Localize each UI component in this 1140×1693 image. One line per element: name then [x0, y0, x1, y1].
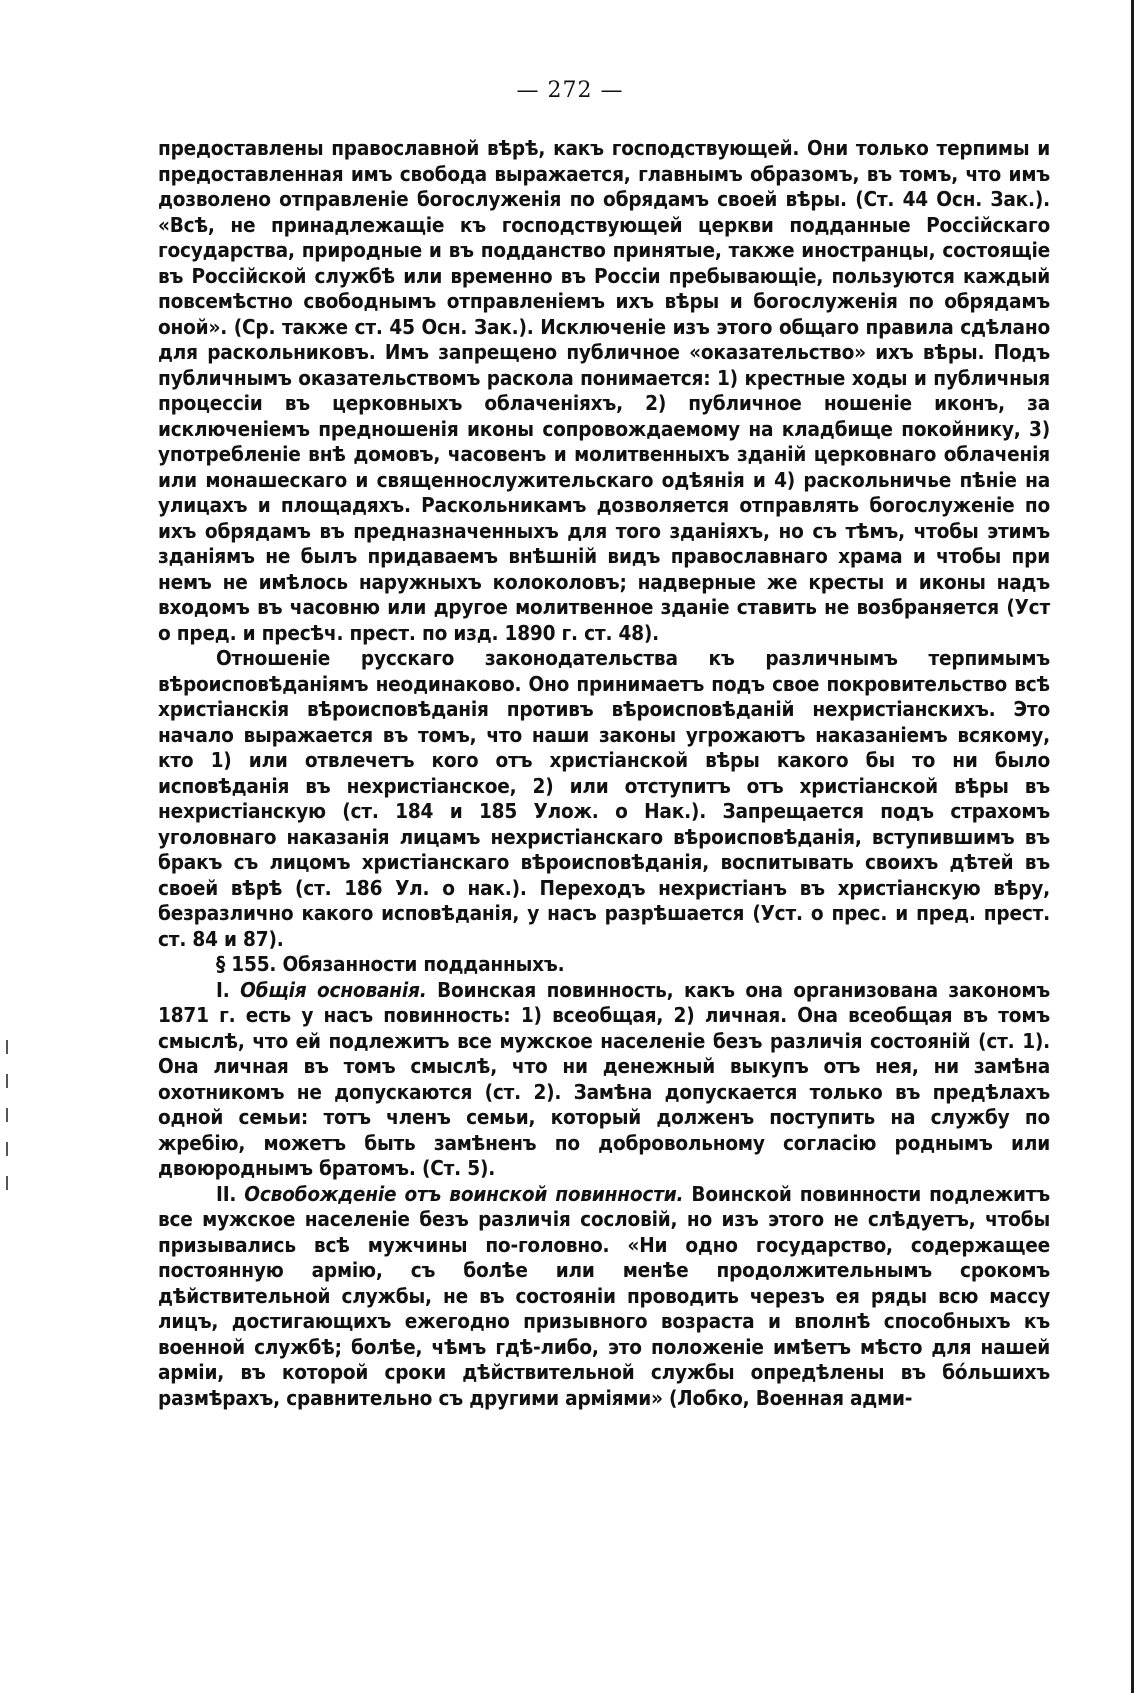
paragraph-3-title: Общія основанія.: [240, 977, 427, 1002]
paragraph-3-text: Воинская повинность, какъ она организована закономъ 1871 г. есть у насъ повинность: 1) всеобщая, 2) личная. Она всеобщая въ томъ смыслѣ, что ей подлежитъ все мужское населеніе безъ различія состояній (ст. 1). Она личная въ томъ смыслѣ, что ни денежный выкупъ отъ нея, ни замѣна охотникомъ не допускаются (ст. 2). Замѣна допускается только въ предѣлахъ одной семьи: тотъ членъ семьи, который долженъ поступить на службу по жребію, можетъ быть замѣненъ по добровольному согласію роднымъ или двоюроднымъ братомъ. (Ст. 5).: [158, 977, 1051, 1180]
section-heading: [158, 952, 1050, 978]
paragraph-1: предоставлены православной вѣрѣ, какъ господствующей. Они только терпимы и предоставленная имъ свобода выражается, главнымъ образомъ, въ томъ, что имъ дозволено отправленіе богослуженія по обрядамъ своей вѣры. (Ст. 44 Осн. Зак.). «Всѣ, не принадлежащіе къ господствующей церкви подданные Россійскаго государства, природные и въ подданство принятые, также иностранцы, состоящіе въ Россійской службѣ или временно въ Россіи пребывающіе, пользуются каждый повсемѣстно свободнымъ отправленіемъ ихъ вѣры и богослуженія по обрядамъ оной». (Ср. также ст. 45 Осн. Зак.). Исключеніе изъ этого общаго правила сдѣлано для раскольниковъ. Имъ запрещено публичное «оказательство» ихъ вѣры. Подъ публичнымъ оказательствомъ раскола понимается: 1) крестные ходы и публичныя процессіи въ церковныхъ облаченіяхъ, 2) публичное ношеніе иконъ, за исключеніемъ предношенія иконы сопровождаемому на кладбище покойнику, 3) употребленіе внѣ домовъ, часовенъ и молитвенныхъ зданій церковнаго облаченія или монашескаго и священнослужительскаго одѣянія и 4) раскольничье пѣніе на улицахъ и площадяхъ. Раскольникамъ дозволяется отправлять богослуженіе по ихъ обрядамъ въ предназначенныхъ для того зданіяхъ, но съ тѣмъ, чтобы этимъ зданіямъ не былъ придаваемъ внѣшній видъ православнаго храма и чтобы при немъ не имѣлось наружныхъ колоколовъ; надверные же кресты и иконы надъ входомъ въ часовню или другое молитвенное зданіе ставить не возбраняется (Уст о пред. и пресѣч. прест. по изд. 1890 г. ст. 48).: [158, 136, 1050, 645]
section-number: § 155.: [216, 952, 277, 976]
paragraph-4-number: II.: [216, 1181, 237, 1206]
page-number: — 272 —: [516, 78, 624, 103]
page-edge-line: [1131, 0, 1134, 1693]
paragraph-4: [158, 1182, 1050, 1412]
scan-margin-marks: [6, 1040, 8, 1220]
paragraph-2: Отношеніе русскаго законодательства къ различнымъ терпимымъ вѣроисповѣданіямъ неодинаково. Оно принимаетъ подъ свое покровительство всѣ христіанскія вѣроисповѣданія противъ вѣроисповѣданій нехристіанскихъ. Это начало выражается въ томъ, что наши законы угрожаютъ наказаніемъ всякому, кто 1) или отвлечетъ кого отъ христіанской вѣры какого бы то ни было исповѣданія въ нехристіанское, 2) или отступитъ отъ христіанской вѣры въ нехристіанскую (ст. 184 и 185 Улож. о Нак.). Запрещается подъ страхомъ уголовнаго наказанія лицамъ нехристіанскаго вѣроисповѣданія, вступившимъ въ бракъ съ лицомъ христіанскаго вѣроисповѣданія, воспитывать своихъ дѣтей въ своей вѣрѣ (ст. 186 Ул. о нак.). Переходъ нехристіанъ въ христіанскую вѣру, безразлично какого исповѣданія, у насъ разрѣшается (Уст. о прес. и пред. прест. ст. 84 и 87).: [158, 646, 1050, 951]
paragraph-3: [158, 978, 1050, 1182]
paragraph-4-title: Освобожденіе отъ воинской повинности.: [244, 1181, 684, 1206]
paragraph-4-text: Воинской повинности подлежитъ все мужское населеніе безъ различія сословій, но изъ этого не слѣдуетъ, чтобы призывались всѣ мужчины по-головно. «Ни одно государство, содержащее постоянную армію, съ болѣе или менѣе продолжительнымъ срокомъ дѣйствительной службы, не въ состояніи проводить черезъ ея ряды всю массу лицъ, достигающихъ ежегодно призывного возраста и вполнѣ способныхъ къ военной службѣ; болѣе, чѣмъ гдѣ-либо, это положеніе имѣетъ мѣсто для нашей арміи, въ которой сроки дѣйствительной службы опредѣлены въ бо́льшихъ размѣрахъ, сравнительно съ другими арміями» (Лобко, Военная адми-: [158, 1181, 1050, 1410]
body-text: [158, 136, 1050, 1411]
paragraph-3-number: I.: [216, 977, 230, 1002]
section-title: Обязанности подданныхъ.: [282, 952, 565, 976]
